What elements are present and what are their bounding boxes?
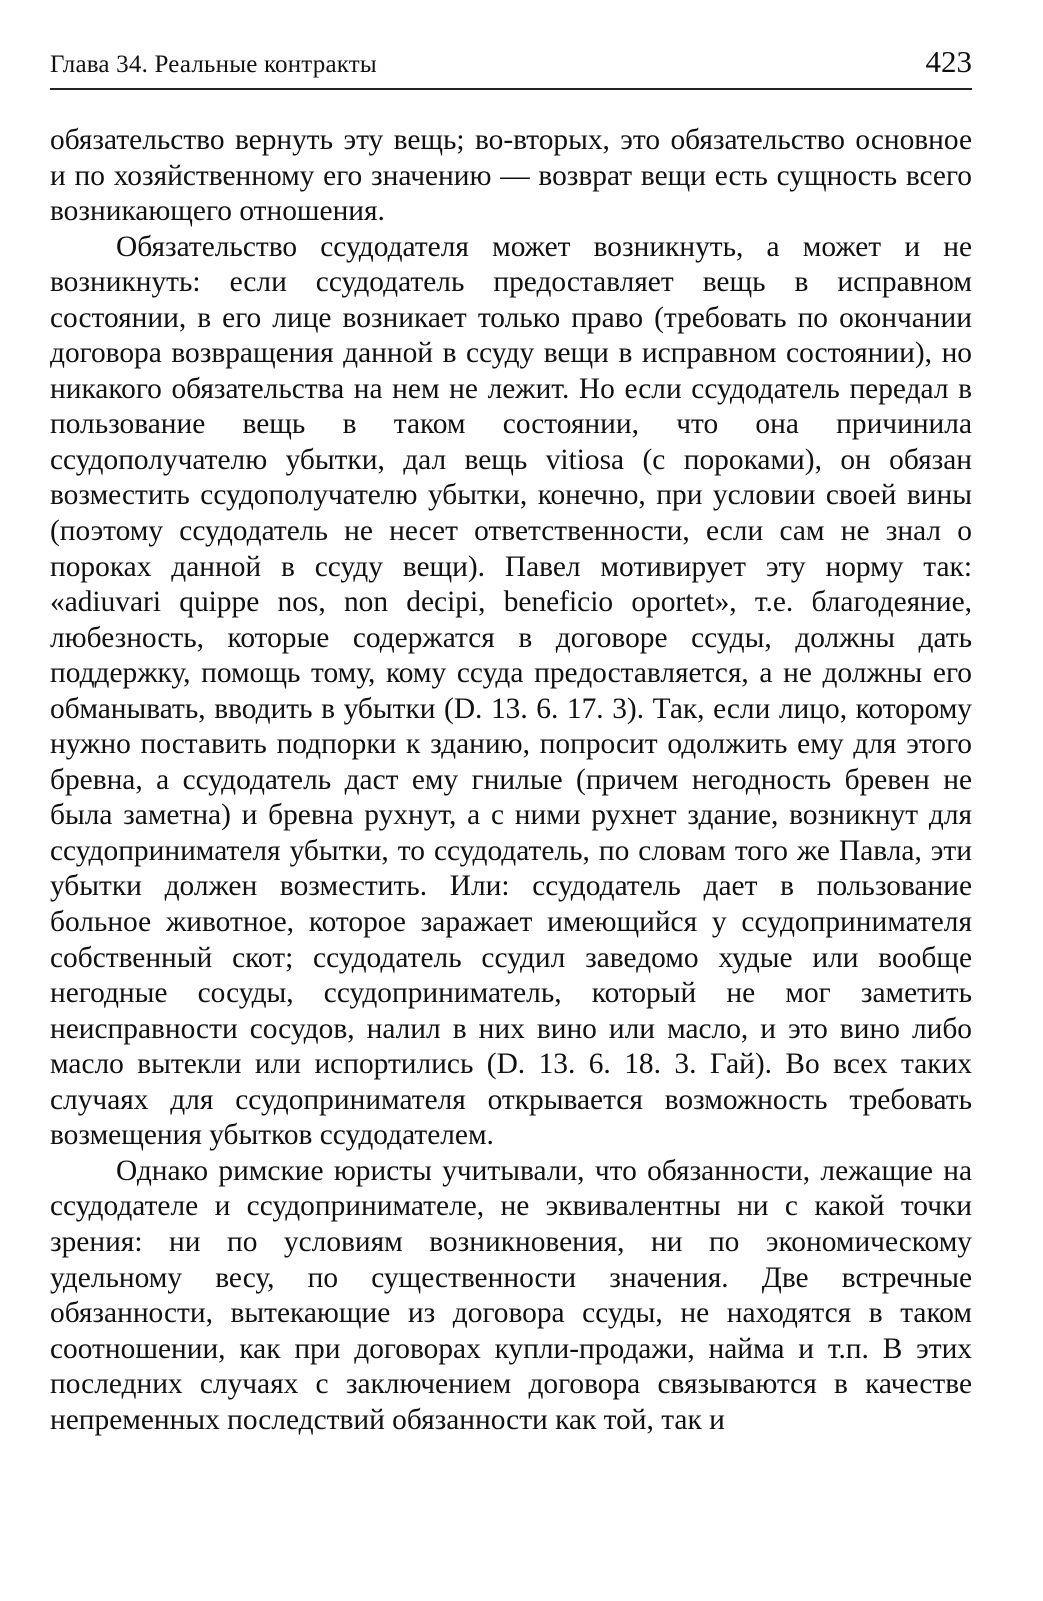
paragraph-continuation: обязательство вернуть эту вещь; во-вторых, это обязательство основное и по хозяйственному его значению — возврат вещи есть сущность всего возникающего отношения. bbox=[50, 124, 972, 228]
paragraph-roman-jurists: Однако римские юристы учитывали, что обязанности, лежащие на ссудодателе и ссудопринимателе, не эквивалентны ни с какой точки зрения: ни по условиям возникновения, ни по экономическому удельному весу, по существенности значения. Две встречные обязанности, вытекающие из договора ссуды, не находятся в таком соотношении, как при договорах купли-продажи, найма и т.п. В этих последних случаях с заключением договора связываются в качестве непременных последствий обязанности как той, так и bbox=[50, 1154, 972, 1436]
running-header bbox=[50, 40, 972, 90]
book-page bbox=[50, 0, 972, 1601]
page-number: 423 bbox=[925, 44, 972, 79]
paragraph-lender-obligation: Обязательство ссудодателя может возникнуть, а может и не возникнуть: если ссудодатель предоставляет вещь в исправном состоянии, в его лице возникает только право (требовать по окончании договора возвращения данной в ссуду вещи в исправном состоянии), но никакого обязательства на нем не лежит. Но если ссудодатель передал в пользование вещь в таком состоянии, что она причинила ссудополучателю убытки, дал вещь vitiosa (с пороками), он обязан возместить ссудополучателю убытки, конечно, при условии своей вины (поэтому ссудодатель не несет ответственности, если сам не знал о пороках данной в ссуду вещи). Павел мотивирует эту норму так: «adiuvari quippe nos, non decipi, beneficio oportet», т.е. благодеяние, любезность, которые содержатся в договоре ссуды, должны дать поддержку, помощь тому, кому ссуда предоставляется, а не должны его обманывать, вводить в убытки (D. 13. 6. 17. 3). Так, если лицо, которому нужно поставить подпорки к зданию, попросит одолжить ему для этого бревна, а ссудодатель даст ему гнилые (причем негодность бревен не была заметна) и бревна рухнут, а с ними рухнет здание, возникнут для ссудопринимателя убытки, то ссудодатель, по словам того же Павла, эти убытки должен возместить. Или: ссудодатель дает в пользование больное животное, которое заражает имеющийся у ссудопринимателя собственный скот; ссудодатель ссудил заведомо худые или вообще негодные сосуды, ссудоприниматель, который не мог заметить неисправности сосудов, налил в них вино или масло, и это вино либо масло вытекли или испортились (D. 13. 6. 18. 3. Гай). Во всех таких случаях для ссудопринимателя открывается возможность требовать возмещения убытков ссудодателем. bbox=[50, 230, 972, 1152]
body-text bbox=[50, 123, 972, 1438]
chapter-title: Глава 34. Реальные контракты bbox=[50, 51, 377, 78]
